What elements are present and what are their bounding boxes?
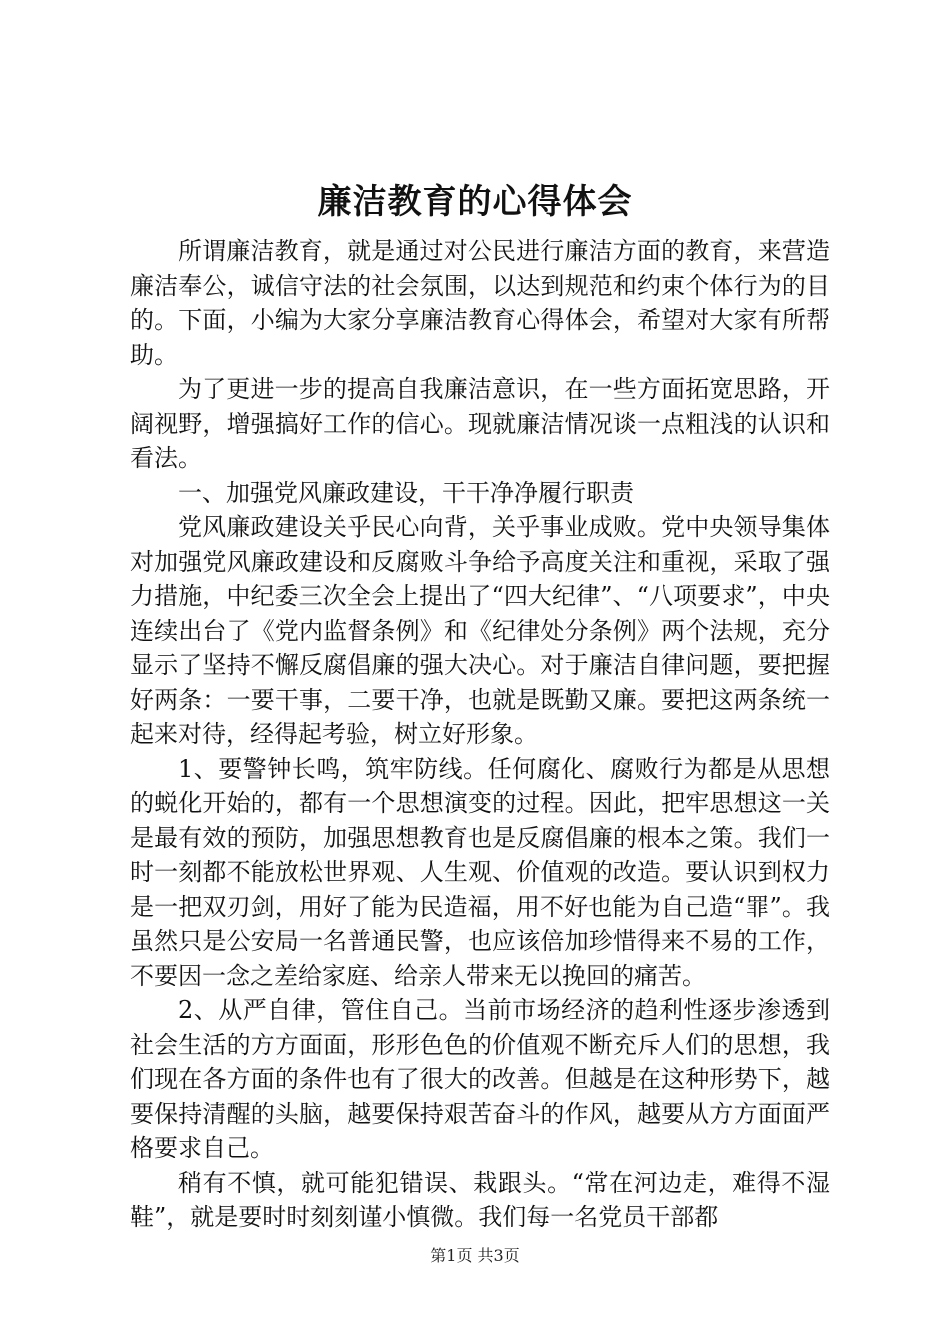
document-body bbox=[130, 234, 830, 1235]
paragraph-party-conduct: 党风廉政建设关乎民心向背，关乎事业成败。党中央领导集体对加强党风廉政建设和反腐败斗争给予高度关注和重视，采取了强力措施，中纪委三次全会上提出了“四大纪律”、“八项要求”，中央连续出台了《党内监督条例》和《纪律处分条例》两个法规，充分显示了坚持不懈反腐倡廉的强大决心。对于廉洁自律问题，要把握好两条：一要干事，二要干净，也就是既勤又廉。要把这两条统一起来对待，经得起考验，树立好形象。 bbox=[130, 513, 830, 748]
paragraph-purpose: 为了更进一步的提高自我廉洁意识，在一些方面拓宽思路，开阔视野，增强搞好工作的信心。现就廉洁情况谈一点粗浅的认识和看法。 bbox=[130, 375, 830, 472]
paragraph-point-1: 1、要警钟长鸣，筑牢防线。任何腐化、腐败行为都是从思想的蜕化开始的，都有一个思想演变的过程。因此，把牢思想这一关是最有效的预防，加强思想教育也是反腐倡廉的根本之策。我们一时一刻都不能放松世界观、人生观、价值观的改造。要认识到权力是一把双刃剑，用好了能为民造福，用不好也能为自己造“罪”。我虽然只是公安局一名普通民警，也应该倍加珍惜得来不易的工作，不要因一念之差给家庭、给亲人带来无以挽回的痛苦。 bbox=[130, 754, 830, 990]
paragraph-point-2: 2、从严自律，管住自己。当前市场经济的趋利性逐步渗透到社会生活的方方面面，形形色色的价值观不断充斥人们的思想，我们现在各方面的条件也有了很大的改善。但越是在这种形势下，越要保持清醒的头脑，越要保持艰苦奋斗的作风，越要从方方面面严格要求自己。 bbox=[130, 996, 830, 1162]
paragraph-intro: 所谓廉洁教育，就是通过对公民进行廉洁方面的教育，来营造廉洁奉公，诚信守法的社会氛围，以达到规范和约束个体行为的目的。下面，小编为大家分享廉洁教育心得体会，希望对大家有所帮助。 bbox=[130, 237, 830, 369]
page-number-footer: 第1页 共3页 bbox=[430, 1246, 520, 1265]
section-heading-1: 一、加强党风廉政建设，干干净净履行职责 bbox=[178, 478, 634, 507]
paragraph-caution: 稍有不慎，就可能犯错误、栽跟头。“常在河边走，难得不湿鞋”，就是要时时刻刻谨小慎微。我们每一名党员干部都 bbox=[130, 1168, 830, 1231]
document-title: 廉洁教育的心得体会 bbox=[317, 182, 633, 222]
